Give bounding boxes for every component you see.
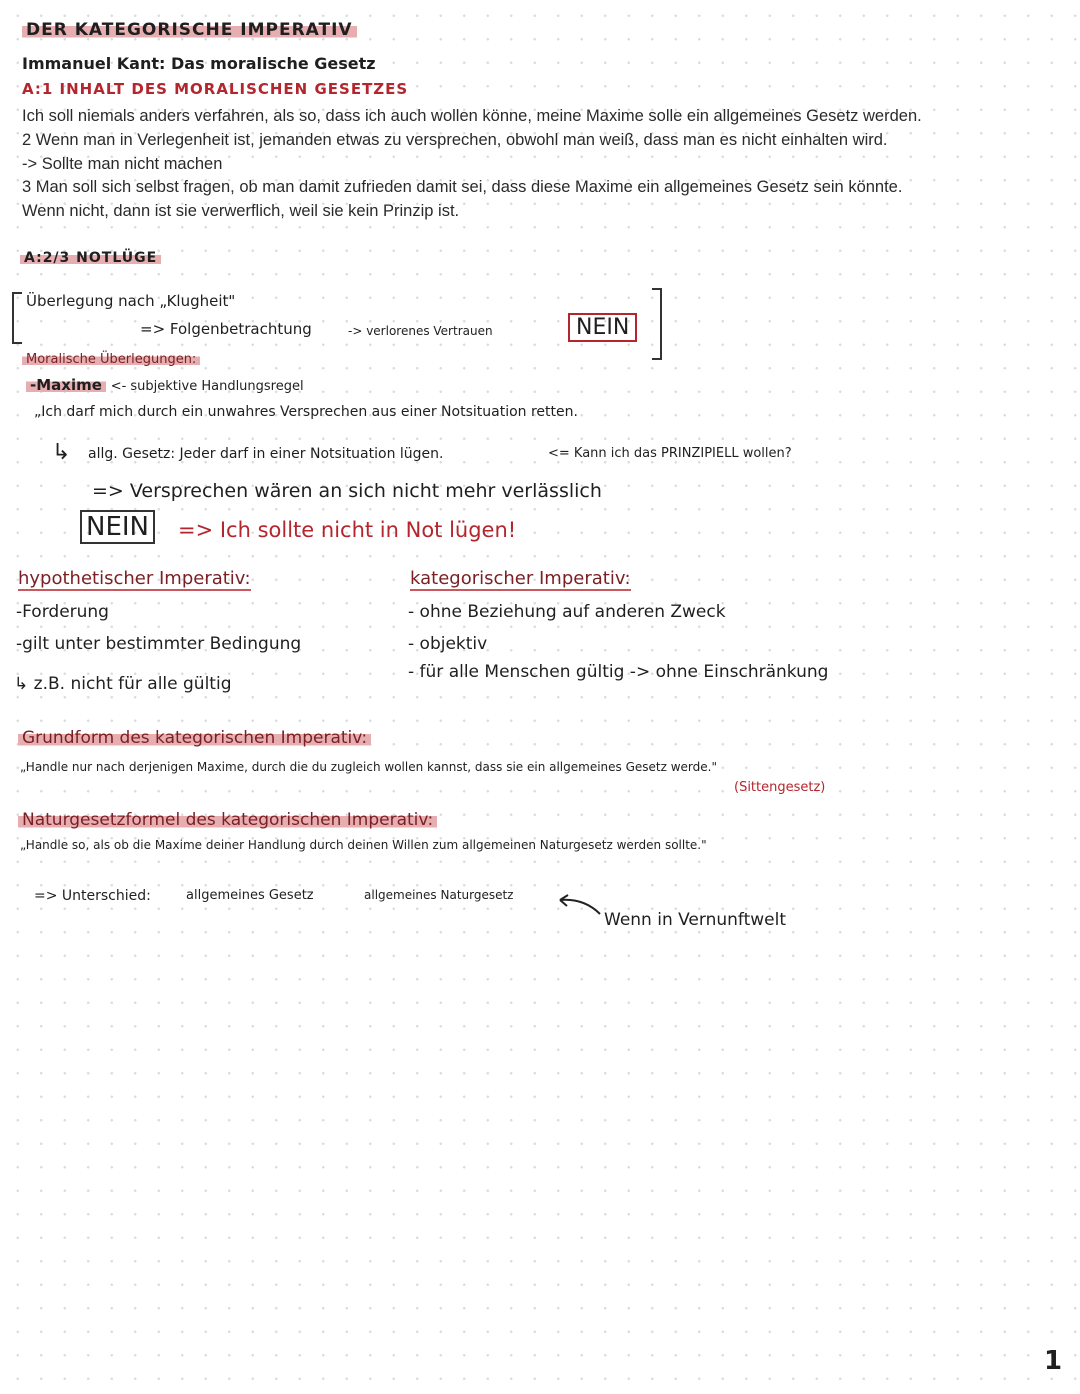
grundform-quote: „Handle nur nach derjenigen Maxime, durch die du zugleich wollen kannst, dass sie ein allgemeines Gesetz werde."	[20, 760, 717, 774]
section1-line-1: Ich soll niemals anders verfahren, als so, dass ich auch wollen könne, meine Maxime solle ein allgemeines Gesetz werden.	[22, 107, 922, 125]
categorical-item-3: - für alle Menschen gültig -> ohne Einschränkung	[408, 662, 829, 682]
naturgesetz-heading: Naturgesetzformel des kategorischen Imperativ:	[18, 810, 437, 830]
section1-line-5: Wenn nicht, dann ist sie verwerflich, weil sie kein Prinzip ist.	[22, 202, 460, 220]
prinzipiell-question: <= Kann ich das PRINZIPIELL wollen?	[548, 446, 792, 461]
right-bracket	[652, 288, 662, 360]
section1-line-3: -> Sollte man nicht machen	[22, 155, 223, 173]
hypothetical-heading: hypothetischer Imperativ:	[18, 568, 251, 589]
verlorenes-vertrauen: -> verlorenes Vertrauen	[348, 324, 493, 338]
section2-heading: A:2/3 NOTLÜGE	[20, 250, 161, 266]
conclusion: => Ich sollte nicht in Not lügen!	[178, 518, 517, 542]
curved-arrow-icon	[554, 894, 604, 918]
section1-line-4: 3 Man soll sich selbst fragen, ob man damit zufrieden damit sei, dass diese Maxime ein allgemeines Gesetz sein könnte.	[22, 178, 903, 196]
section1-heading: A:1 INHALT DES MORALISCHEN GESETZES	[22, 80, 409, 98]
grundform-heading: Grundform des kategorischen Imperativ:	[18, 728, 371, 748]
maxime-label: -Maxime	[26, 376, 106, 394]
categorical-item-1: - ohne Beziehung auf anderen Zweck	[408, 602, 726, 622]
nein-box-1: NEIN	[568, 313, 637, 342]
section1-line-2: 2 Wenn man in Verlegenheit ist, jemanden etwas zu versprechen, obwohl man weiß, dass man es nicht einhalten wird.	[22, 131, 888, 149]
hypothetical-item-2: -gilt unter bestimmter Bedingung	[16, 634, 302, 654]
page-title: DER KATEGORISCHE IMPERATIV	[22, 20, 357, 40]
page-subtitle: Immanuel Kant: Das moralische Gesetz	[22, 54, 376, 73]
naturgesetz-quote: „Handle so, als ob die Maxime deiner Handlung durch deinen Willen zum allgemeinen Naturgesetz werden sollte."	[20, 838, 707, 852]
unterschied-naturgesetz: allgemeines Naturgesetz	[364, 888, 514, 902]
categorical-heading: kategorischer Imperativ:	[410, 568, 631, 589]
versprechen-line: => Versprechen wären an sich nicht mehr verlässlich	[92, 480, 602, 502]
allg-gesetz-line: allg. Gesetz: Jeder darf in einer Notsituation lügen.	[88, 446, 444, 462]
hypothetical-item-1: -Forderung	[16, 602, 109, 622]
maxime-quote: „Ich darf mich durch ein unwahres Versprechen aus einer Notsituation retten.	[34, 404, 578, 420]
klugheit-line: Überlegung nach „Klugheit"	[26, 292, 236, 310]
arrow-hook-icon: ↳	[52, 440, 71, 465]
moral-heading: Moralische Überlegungen:	[22, 352, 200, 367]
page-number: 1	[1044, 1346, 1063, 1376]
vernunftwelt-note: Wenn in Vernunftwelt	[604, 910, 787, 930]
left-bracket	[12, 292, 22, 344]
nein-box-2: NEIN	[80, 510, 155, 544]
unterschied-gesetz: allgemeines Gesetz	[186, 888, 314, 903]
maxime-definition: <- subjektive Handlungsregel	[110, 379, 304, 394]
folgenbetrachtung: => Folgenbetrachtung	[140, 320, 312, 338]
unterschied-label: => Unterschied:	[34, 888, 151, 904]
maxime-line	[26, 376, 304, 394]
hypothetical-item-3: ↳ z.B. nicht für alle gültig	[14, 674, 232, 694]
sittengesetz-note: (Sittengesetz)	[734, 780, 826, 795]
categorical-item-2: - objektiv	[408, 634, 488, 654]
